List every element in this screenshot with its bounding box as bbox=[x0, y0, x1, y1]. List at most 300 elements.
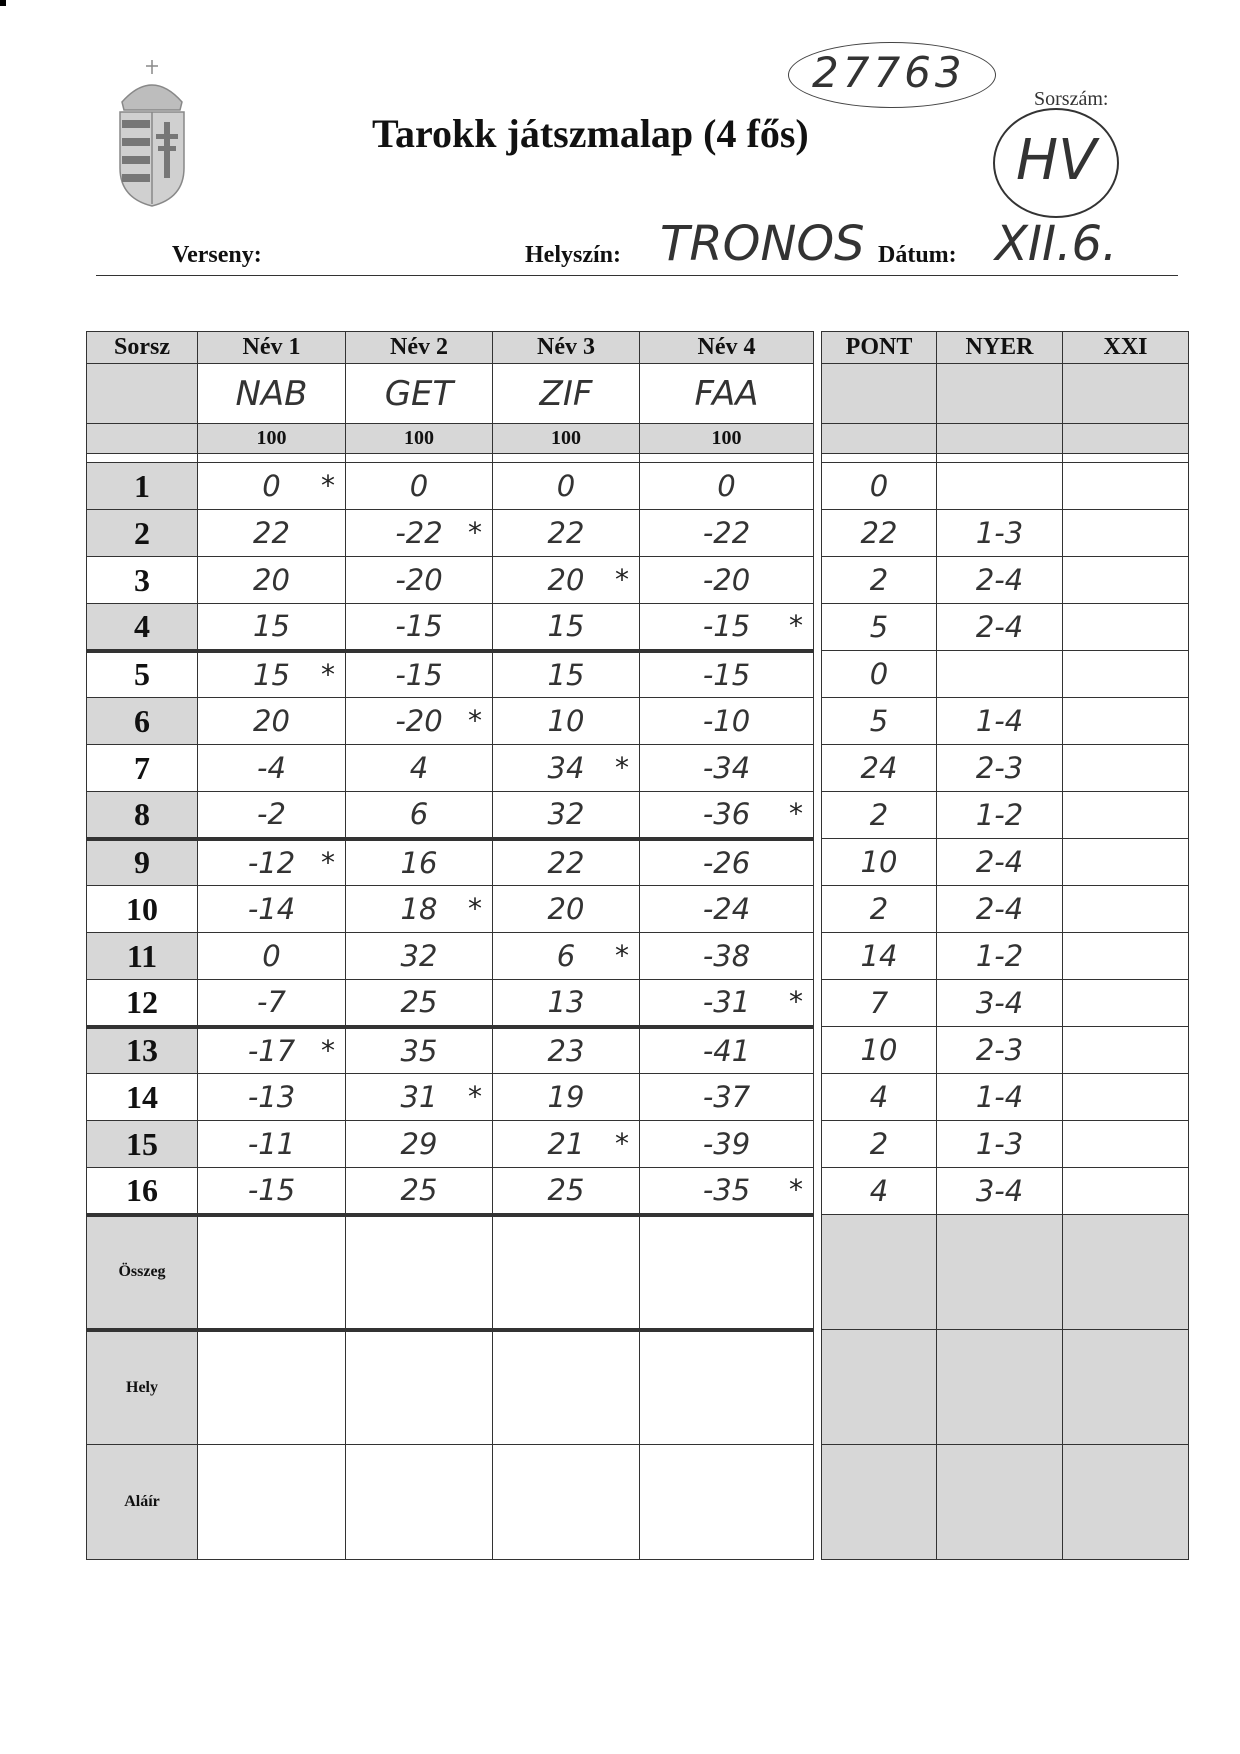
score-value: -13 bbox=[247, 1080, 296, 1114]
player-name: GET bbox=[346, 364, 493, 424]
score-cell bbox=[640, 463, 814, 510]
xxi-cell bbox=[1063, 745, 1189, 792]
nyer-cell bbox=[937, 1027, 1063, 1074]
blank-cell bbox=[1063, 424, 1189, 454]
score-cell bbox=[493, 839, 640, 886]
datum-label: Dátum: bbox=[878, 242, 957, 268]
score-cell bbox=[346, 698, 493, 745]
score-value: -17 * bbox=[247, 1033, 335, 1068]
row-number: 3 bbox=[87, 557, 198, 604]
datum-value: XII.6. bbox=[995, 216, 1118, 272]
score-value: 15 bbox=[547, 609, 585, 644]
blank-cell bbox=[87, 364, 198, 424]
score-cell bbox=[640, 933, 814, 980]
nyer-value: 1-3 bbox=[975, 1127, 1024, 1161]
xxi-cell bbox=[1063, 510, 1189, 557]
score-cell bbox=[493, 510, 640, 557]
score-value: -15 bbox=[395, 657, 443, 692]
row-number: 10 bbox=[87, 886, 198, 933]
score-cell bbox=[346, 1121, 493, 1168]
spacer-cell bbox=[640, 454, 814, 463]
score-cell bbox=[640, 839, 814, 886]
empty-cell bbox=[640, 1330, 814, 1445]
starting-score: 100 bbox=[346, 424, 493, 454]
player-name: FAA bbox=[640, 364, 814, 424]
pont-value: 0 bbox=[869, 469, 889, 503]
helyszin-value: TRONOS bbox=[660, 216, 865, 272]
declarer-star-icon: * bbox=[789, 985, 803, 1019]
row-label-hely: Hely bbox=[87, 1330, 198, 1445]
empty-cell bbox=[198, 1215, 346, 1330]
score-value: 34 * bbox=[547, 751, 629, 785]
xxi-cell bbox=[1063, 463, 1189, 510]
score-cell bbox=[640, 792, 814, 839]
score-cell bbox=[640, 698, 814, 745]
nyer-value: 2-4 bbox=[975, 610, 1024, 644]
score-cell bbox=[346, 980, 493, 1027]
score-value: 10 bbox=[547, 704, 585, 738]
column-header-nev-4: Név 4 bbox=[640, 332, 814, 364]
helyszin-label: Helyszín: bbox=[525, 242, 621, 268]
spacer-cell bbox=[87, 454, 198, 463]
score-cell bbox=[198, 1121, 346, 1168]
nyer-cell bbox=[937, 1074, 1063, 1121]
pont-value: 2 bbox=[869, 798, 889, 832]
score-value: 6 * bbox=[556, 939, 629, 973]
pont-cell bbox=[822, 1121, 937, 1168]
serial-number: 27763 bbox=[812, 48, 966, 97]
score-cell bbox=[198, 651, 346, 698]
pont-value: 5 bbox=[869, 610, 889, 644]
blank-cell bbox=[87, 424, 198, 454]
xxi-cell bbox=[1063, 698, 1189, 745]
score-cell bbox=[493, 886, 640, 933]
score-value: -26 bbox=[702, 845, 751, 880]
score-cell bbox=[640, 886, 814, 933]
xxi-cell bbox=[1063, 1074, 1189, 1121]
score-value: 4 bbox=[409, 751, 429, 785]
score-value: -15 bbox=[702, 657, 751, 692]
score-cell bbox=[198, 698, 346, 745]
pont-value: 4 bbox=[869, 1174, 889, 1208]
score-value: -15 * bbox=[702, 609, 803, 644]
score-cell bbox=[346, 1168, 493, 1215]
score-cell bbox=[346, 651, 493, 698]
spacer-cell bbox=[822, 454, 937, 463]
spacer-cell bbox=[937, 454, 1063, 463]
pont-value: 10 bbox=[860, 1033, 898, 1067]
pont-value: 7 bbox=[869, 986, 889, 1020]
row-number: 8 bbox=[87, 792, 198, 839]
score-cell bbox=[640, 557, 814, 604]
score-value: 25 bbox=[400, 985, 438, 1020]
score-cell bbox=[198, 886, 346, 933]
nyer-value: 2-3 bbox=[975, 751, 1024, 785]
spacer-cell bbox=[198, 454, 346, 463]
empty-cell bbox=[346, 1445, 493, 1560]
declarer-star-icon: * bbox=[789, 797, 803, 831]
score-cell bbox=[198, 792, 346, 839]
score-cell bbox=[346, 557, 493, 604]
score-value: -22 * bbox=[395, 516, 482, 550]
empty-cell bbox=[822, 1330, 937, 1445]
declarer-star-icon: * bbox=[321, 1033, 335, 1067]
pont-value: 2 bbox=[869, 1127, 889, 1161]
player-name: ZIF bbox=[493, 364, 640, 424]
sorszam-label: Sorszám: bbox=[1034, 88, 1109, 110]
column-header-nev-3: Név 3 bbox=[493, 332, 640, 364]
nyer-cell bbox=[937, 745, 1063, 792]
score-value: -14 bbox=[247, 892, 296, 926]
empty-cell bbox=[822, 1445, 937, 1560]
score-cell bbox=[640, 1168, 814, 1215]
score-cell bbox=[640, 510, 814, 557]
score-cell bbox=[640, 1121, 814, 1168]
nyer-cell bbox=[937, 557, 1063, 604]
row-label-osszeg: Összeg bbox=[87, 1215, 198, 1330]
score-value: 32 bbox=[400, 939, 438, 973]
score-cell bbox=[198, 604, 346, 651]
declarer-star-icon: * bbox=[321, 657, 335, 691]
empty-cell bbox=[1063, 1330, 1189, 1445]
starting-score: 100 bbox=[198, 424, 346, 454]
score-cell bbox=[346, 745, 493, 792]
score-cell bbox=[346, 792, 493, 839]
spacer-cell bbox=[493, 454, 640, 463]
score-value: 22 bbox=[253, 516, 290, 550]
score-cell bbox=[493, 651, 640, 698]
score-value: -20 bbox=[702, 563, 751, 597]
xxi-cell bbox=[1063, 557, 1189, 604]
row-number: 15 bbox=[87, 1121, 198, 1168]
score-value: 21 * bbox=[547, 1127, 629, 1161]
score-value: 19 bbox=[547, 1080, 585, 1114]
score-cell bbox=[493, 1168, 640, 1215]
nyer-cell bbox=[937, 886, 1063, 933]
declarer-star-icon: * bbox=[789, 609, 803, 643]
empty-cell bbox=[640, 1215, 814, 1330]
score-value: 31 * bbox=[400, 1080, 482, 1114]
score-cell bbox=[346, 510, 493, 557]
score-value: 25 bbox=[547, 1173, 585, 1208]
score-value: -12 * bbox=[247, 845, 335, 880]
empty-cell bbox=[198, 1330, 346, 1445]
pont-cell bbox=[822, 557, 937, 604]
score-cell bbox=[493, 745, 640, 792]
row-number: 2 bbox=[87, 510, 198, 557]
verseny-label: Verseny: bbox=[172, 242, 262, 268]
score-value: 23 bbox=[547, 1033, 585, 1068]
score-cell bbox=[198, 980, 346, 1027]
score-cell bbox=[493, 980, 640, 1027]
score-cell bbox=[493, 1074, 640, 1121]
score-cell bbox=[640, 745, 814, 792]
xxi-cell bbox=[1063, 839, 1189, 886]
column-header-nev-2: Név 2 bbox=[346, 332, 493, 364]
pont-cell bbox=[822, 980, 937, 1027]
xxi-cell bbox=[1063, 1121, 1189, 1168]
blank-cell bbox=[1063, 364, 1189, 424]
row-number: 7 bbox=[87, 745, 198, 792]
score-value: 0 bbox=[409, 469, 429, 503]
pont-cell bbox=[822, 510, 937, 557]
score-value: -7 bbox=[257, 985, 286, 1020]
declarer-star-icon: * bbox=[468, 704, 482, 737]
pont-cell bbox=[822, 463, 937, 510]
nyer-cell bbox=[937, 980, 1063, 1027]
pont-value: 14 bbox=[860, 939, 898, 973]
score-value: -38 bbox=[702, 939, 751, 973]
spacer-cell bbox=[346, 454, 493, 463]
pont-value: 24 bbox=[860, 751, 898, 785]
pont-cell bbox=[822, 745, 937, 792]
points-table bbox=[821, 331, 1189, 1560]
score-value: 18 * bbox=[400, 892, 482, 926]
blank-cell bbox=[822, 424, 937, 454]
header-rule bbox=[96, 275, 1178, 276]
score-value: -4 bbox=[257, 751, 286, 785]
row-label-alair: Aláír bbox=[87, 1445, 198, 1560]
row-number: 13 bbox=[87, 1027, 198, 1074]
score-cell bbox=[198, 1074, 346, 1121]
declarer-star-icon: * bbox=[615, 751, 629, 784]
nyer-value: 1-3 bbox=[975, 516, 1024, 550]
empty-cell bbox=[937, 1445, 1063, 1560]
column-header-xxi: XXI bbox=[1063, 332, 1189, 364]
pont-value: 2 bbox=[869, 563, 889, 597]
score-value: -41 bbox=[702, 1033, 751, 1068]
xxi-cell bbox=[1063, 651, 1189, 698]
nyer-cell bbox=[937, 698, 1063, 745]
nyer-cell bbox=[937, 933, 1063, 980]
declarer-star-icon: * bbox=[789, 1173, 803, 1207]
empty-cell bbox=[640, 1445, 814, 1560]
score-cell bbox=[640, 651, 814, 698]
empty-cell bbox=[493, 1445, 640, 1560]
empty-cell bbox=[493, 1215, 640, 1330]
pont-value: 5 bbox=[869, 704, 889, 738]
nyer-value: 2-4 bbox=[975, 845, 1024, 879]
blank-cell bbox=[937, 364, 1063, 424]
player-name: NAB bbox=[198, 364, 346, 424]
nyer-value: 3-4 bbox=[975, 1174, 1024, 1208]
nyer-cell bbox=[937, 510, 1063, 557]
score-cell bbox=[640, 1027, 814, 1074]
row-number: 9 bbox=[87, 839, 198, 886]
column-header-pont: PONT bbox=[822, 332, 937, 364]
score-cell bbox=[198, 510, 346, 557]
nyer-cell bbox=[937, 839, 1063, 886]
empty-cell bbox=[822, 1215, 937, 1330]
score-cell bbox=[493, 1121, 640, 1168]
score-value: -35 * bbox=[702, 1173, 803, 1208]
pont-cell bbox=[822, 698, 937, 745]
xxi-cell bbox=[1063, 980, 1189, 1027]
score-cell bbox=[493, 604, 640, 651]
pont-value: 10 bbox=[860, 845, 898, 879]
nyer-value: 1-4 bbox=[975, 1080, 1024, 1114]
sorszam-value: HV bbox=[1016, 128, 1097, 193]
row-number: 14 bbox=[87, 1074, 198, 1121]
empty-cell bbox=[346, 1215, 493, 1330]
nyer-value: 3-4 bbox=[975, 986, 1024, 1020]
declarer-star-icon: * bbox=[615, 1127, 629, 1160]
score-cell bbox=[346, 933, 493, 980]
declarer-star-icon: * bbox=[615, 563, 629, 596]
spacer-cell bbox=[1063, 454, 1189, 463]
starting-score: 100 bbox=[640, 424, 814, 454]
score-value: -39 bbox=[702, 1127, 751, 1161]
score-value: 20 bbox=[253, 563, 290, 597]
score-cell bbox=[346, 1074, 493, 1121]
score-value: 6 bbox=[409, 797, 429, 832]
score-value: 32 bbox=[547, 797, 585, 832]
xxi-cell bbox=[1063, 933, 1189, 980]
declarer-star-icon: * bbox=[321, 469, 335, 502]
pont-cell bbox=[822, 1027, 937, 1074]
score-value: -20 * bbox=[395, 704, 482, 738]
score-value: 15 bbox=[547, 657, 585, 692]
row-number: 5 bbox=[87, 651, 198, 698]
nyer-cell bbox=[937, 1168, 1063, 1215]
score-cell bbox=[198, 933, 346, 980]
score-value: -15 bbox=[247, 1173, 296, 1208]
score-cell bbox=[198, 839, 346, 886]
score-value: -22 bbox=[702, 516, 751, 550]
score-value: -11 bbox=[247, 1127, 296, 1161]
pont-cell bbox=[822, 933, 937, 980]
score-value: -20 bbox=[395, 563, 443, 597]
score-cell bbox=[198, 1027, 346, 1074]
score-value: 22 bbox=[547, 516, 585, 550]
xxi-cell bbox=[1063, 604, 1189, 651]
nyer-value: 1-2 bbox=[975, 939, 1024, 973]
score-value: 0 bbox=[262, 939, 281, 973]
score-cell bbox=[493, 557, 640, 604]
blank-cell bbox=[822, 364, 937, 424]
score-cell bbox=[640, 980, 814, 1027]
column-header-nev-1: Név 1 bbox=[198, 332, 346, 364]
score-cell bbox=[493, 698, 640, 745]
empty-cell bbox=[493, 1330, 640, 1445]
declarer-star-icon: * bbox=[468, 892, 482, 925]
empty-cell bbox=[1063, 1445, 1189, 1560]
nyer-cell bbox=[937, 604, 1063, 651]
column-header-nyer: NYER bbox=[937, 332, 1063, 364]
pont-value: 2 bbox=[869, 892, 889, 926]
score-value: 20 * bbox=[547, 563, 629, 597]
score-cell bbox=[198, 745, 346, 792]
pont-cell bbox=[822, 604, 937, 651]
score-cell bbox=[493, 463, 640, 510]
pont-value: 0 bbox=[869, 657, 889, 691]
empty-cell bbox=[1063, 1215, 1189, 1330]
score-value: -36 * bbox=[702, 797, 803, 832]
xxi-cell bbox=[1063, 1168, 1189, 1215]
score-cell bbox=[198, 463, 346, 510]
declarer-star-icon: * bbox=[468, 1080, 482, 1113]
pont-value: 4 bbox=[869, 1080, 889, 1114]
nyer-value: 2-3 bbox=[975, 1033, 1024, 1067]
score-cell bbox=[346, 463, 493, 510]
column-header-sorsz: Sorsz bbox=[87, 332, 198, 364]
nyer-cell bbox=[937, 1121, 1063, 1168]
score-value: -31 * bbox=[702, 985, 803, 1020]
score-value: 0 bbox=[717, 469, 736, 503]
blank-cell bbox=[937, 424, 1063, 454]
nyer-value: 2-4 bbox=[975, 892, 1024, 926]
row-number: 4 bbox=[87, 604, 198, 651]
score-value: 0 bbox=[556, 469, 576, 503]
starting-score: 100 bbox=[493, 424, 640, 454]
empty-cell bbox=[937, 1215, 1063, 1330]
score-cell bbox=[493, 933, 640, 980]
score-cell bbox=[493, 792, 640, 839]
pont-cell bbox=[822, 886, 937, 933]
row-number: 6 bbox=[87, 698, 198, 745]
score-value: -34 bbox=[702, 751, 751, 785]
pont-cell bbox=[822, 1074, 937, 1121]
declarer-star-icon: * bbox=[321, 845, 335, 879]
nyer-value: 2-4 bbox=[975, 563, 1024, 597]
score-value: -2 bbox=[257, 797, 286, 832]
pont-cell bbox=[822, 1168, 937, 1215]
score-value: 15 bbox=[253, 609, 290, 644]
score-value: 0 * bbox=[262, 469, 335, 503]
score-value: 20 bbox=[253, 704, 290, 738]
score-value: -15 bbox=[395, 609, 443, 644]
corner-mark bbox=[0, 0, 6, 6]
score-value: 20 bbox=[547, 892, 585, 926]
score-value: 25 bbox=[400, 1173, 438, 1208]
hungarian-coat-of-arms-icon bbox=[112, 58, 192, 208]
nyer-cell bbox=[937, 792, 1063, 839]
row-number: 1 bbox=[87, 463, 198, 510]
nyer-cell bbox=[937, 463, 1063, 510]
empty-cell bbox=[346, 1330, 493, 1445]
score-value: -10 bbox=[702, 704, 751, 738]
pont-cell bbox=[822, 839, 937, 886]
score-cell bbox=[198, 557, 346, 604]
xxi-cell bbox=[1063, 1027, 1189, 1074]
score-value: 15 * bbox=[253, 657, 335, 692]
pont-cell bbox=[822, 651, 937, 698]
score-cell bbox=[640, 604, 814, 651]
row-number: 16 bbox=[87, 1168, 198, 1215]
row-number: 11 bbox=[87, 933, 198, 980]
score-value: 13 bbox=[547, 985, 585, 1020]
score-cell bbox=[198, 1168, 346, 1215]
score-cell bbox=[640, 1074, 814, 1121]
empty-cell bbox=[198, 1445, 346, 1560]
declarer-star-icon: * bbox=[615, 939, 629, 972]
pont-cell bbox=[822, 792, 937, 839]
page-title: Tarokk játszmalap (4 fős) bbox=[372, 111, 809, 156]
nyer-cell bbox=[937, 651, 1063, 698]
declarer-star-icon: * bbox=[468, 516, 482, 549]
score-cell bbox=[346, 839, 493, 886]
score-value: 35 bbox=[400, 1033, 438, 1068]
nyer-value: 1-4 bbox=[975, 704, 1024, 738]
score-value: 16 bbox=[400, 845, 438, 880]
score-cell bbox=[346, 886, 493, 933]
score-value: 22 bbox=[547, 845, 585, 880]
pont-value: 22 bbox=[860, 516, 898, 550]
score-cell bbox=[493, 1027, 640, 1074]
score-value: 29 bbox=[400, 1127, 438, 1161]
empty-cell bbox=[937, 1330, 1063, 1445]
score-value: -24 bbox=[702, 892, 751, 926]
